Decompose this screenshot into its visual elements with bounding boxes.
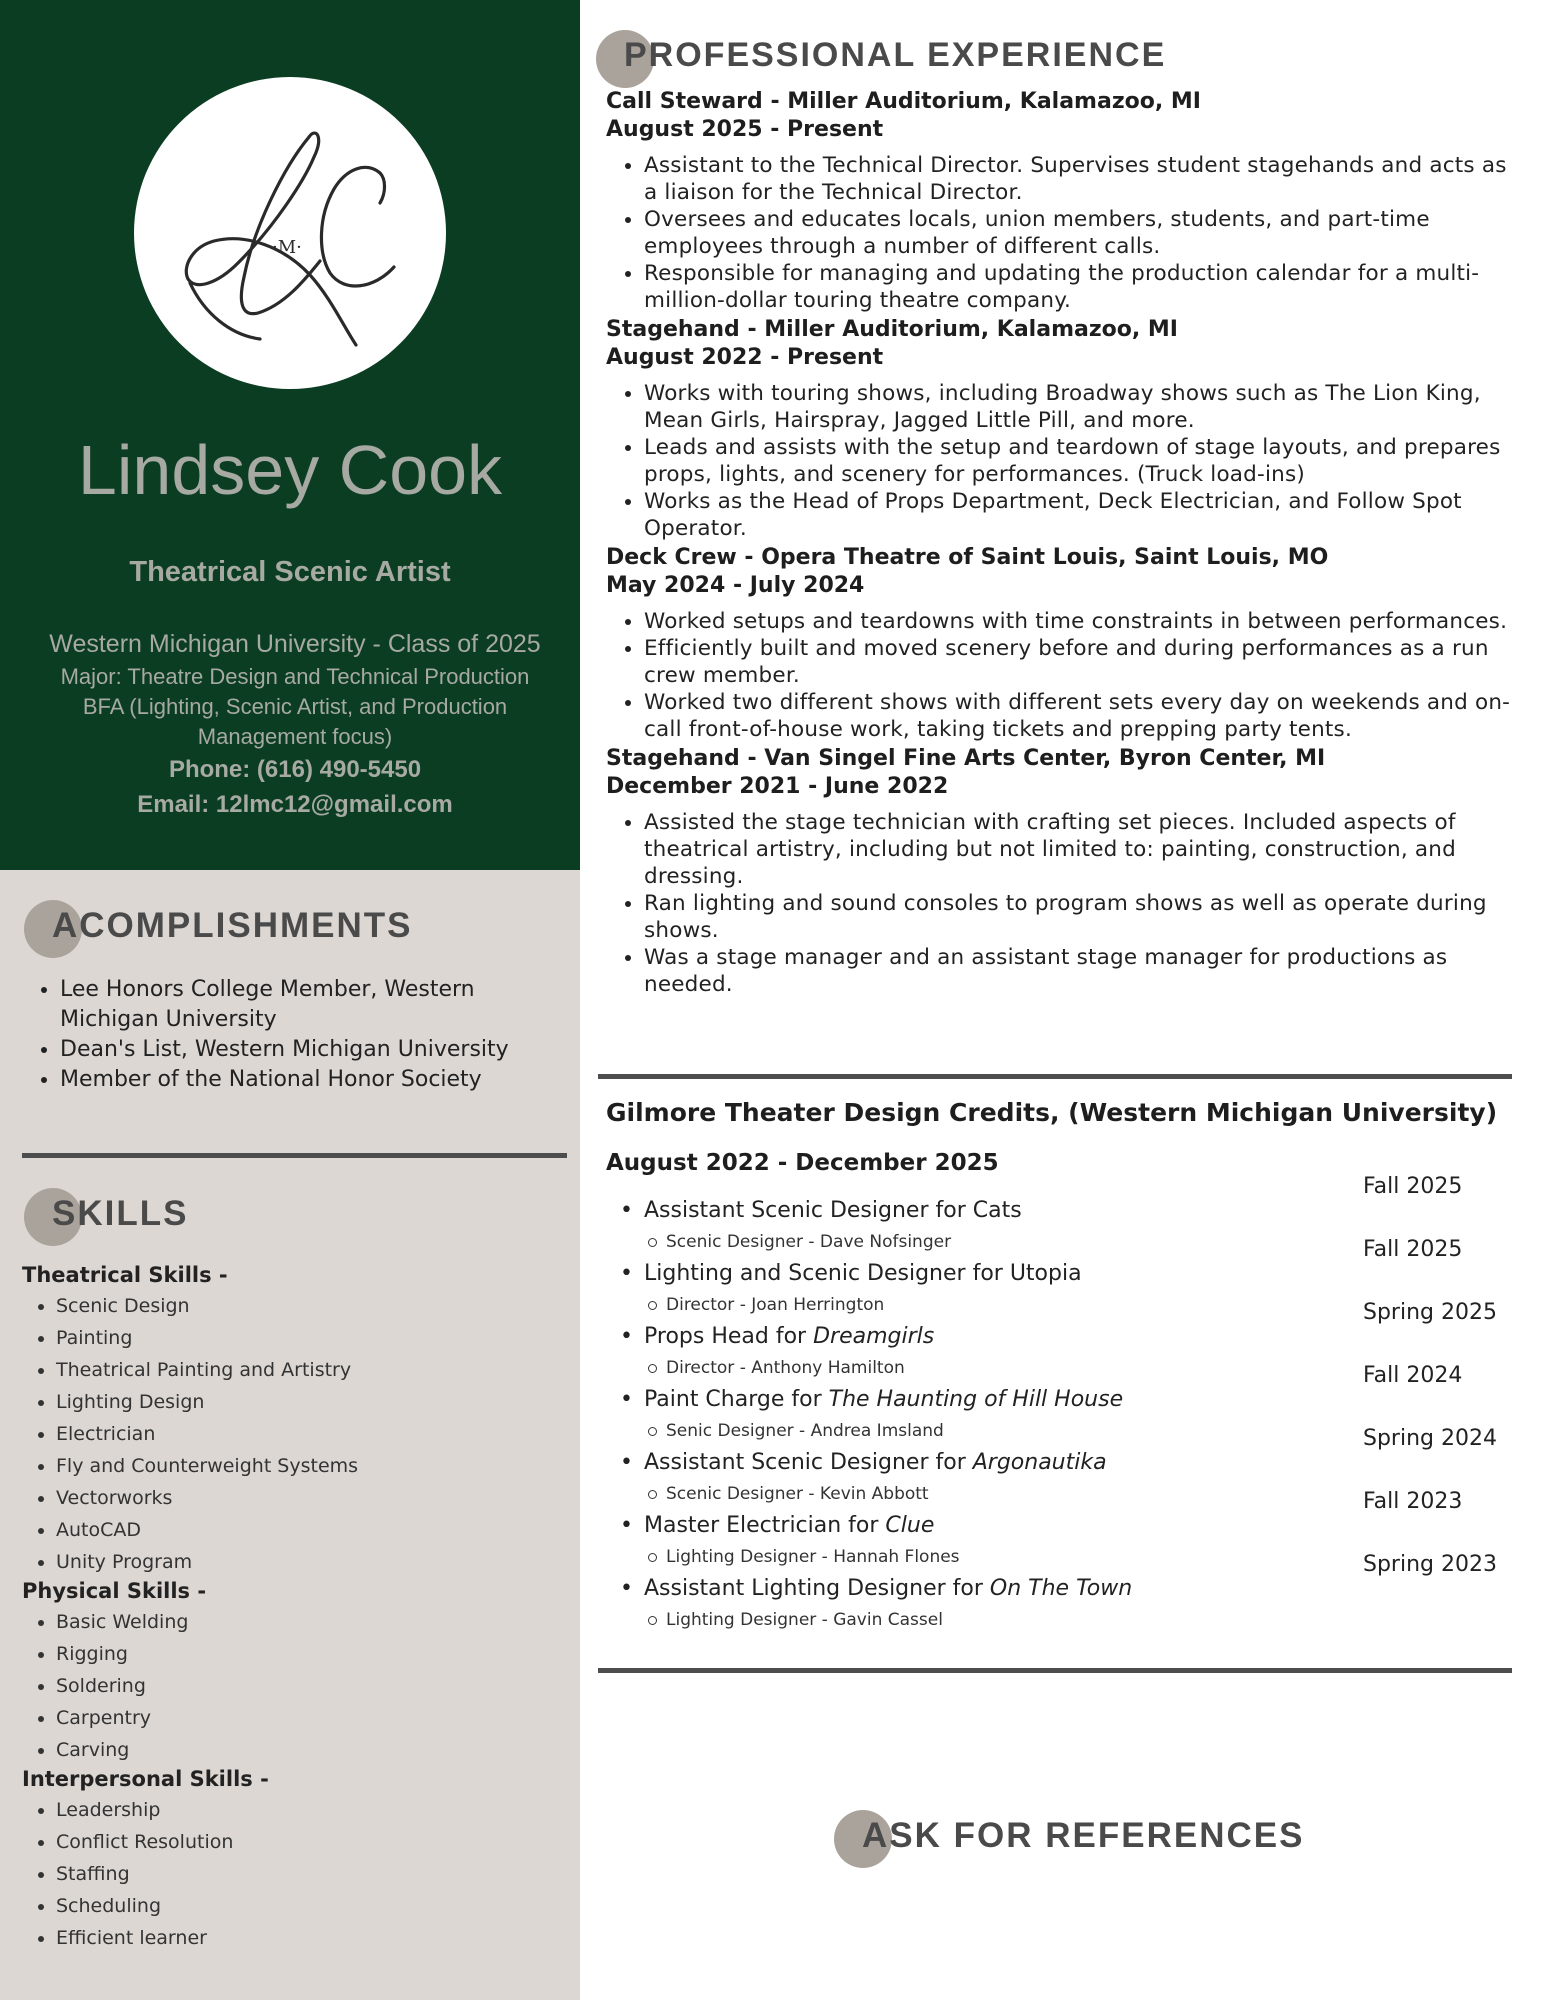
credits-dates: August 2022 - December 2025 — [606, 1150, 999, 1176]
credits-title: Gilmore Theater Design Credits, (Western Michigan University) — [606, 1098, 1498, 1127]
credit-role — [644, 1574, 1132, 1604]
skill-list — [56, 1290, 572, 1578]
job-title-line: Stagehand - Miller Auditorium, Kalamazoo, MI — [606, 317, 1178, 342]
credits-list — [606, 1174, 1516, 1637]
credit-role — [644, 1511, 934, 1541]
list-item: • Basic Welding — [56, 1606, 572, 1638]
credit-designer: Lighting Designer - Gavin Cassel — [666, 1610, 943, 1630]
job-title: Theatrical Scenic Artist — [129, 556, 451, 588]
monogram-signature-icon — [134, 77, 446, 389]
candidate-name: Lindsey Cook — [77, 431, 503, 509]
credit-term: Spring 2024 — [1363, 1426, 1497, 1451]
list-item: • Efficient learner — [56, 1922, 572, 1954]
list-item: • Soldering — [56, 1670, 572, 1702]
list-item: • Was a stage manager and an assistant stage manager for productions as needed. — [644, 944, 1516, 998]
list-item: • AutoCAD — [56, 1514, 572, 1546]
list-item: • Worked setups and teardowns with time constraints in between performances. — [644, 608, 1516, 635]
credit-role — [644, 1385, 1123, 1415]
list-item: • Dean's List, Western Michigan University — [60, 1035, 580, 1065]
list-item: • Theatrical Painting and Artistry — [56, 1354, 572, 1386]
credit-role-text: Assistant Scenic Designer for — [644, 1198, 973, 1223]
list-item: • Assistant to the Technical Director. Supervises student stagehands and acts as a liaison for the Technical Director. — [644, 152, 1516, 206]
credit-role-text: Paint Charge for — [644, 1387, 829, 1412]
credit-show: Dreamgirls — [813, 1324, 935, 1349]
skills-section — [22, 1262, 572, 1954]
list-item: • Scheduling — [56, 1890, 572, 1922]
list-item: • Assisted the stage technician with crafting set pieces. Included aspects of theatrical artistry, including but not limited to: painting, construction, and dressing. — [644, 809, 1516, 890]
list-item: • Worked two different shows with different sets every day on weekends and on-call front-of-house work, taking tickets and prepping party tents. — [644, 689, 1516, 743]
list-item: • Fly and Counterweight Systems — [56, 1450, 572, 1482]
credit-role — [644, 1322, 934, 1352]
job-title-line: Deck Crew - Opera Theatre of Saint Louis, Saint Louis, MO — [606, 545, 1329, 570]
credit-role — [644, 1259, 1082, 1289]
job-dates: August 2022 - Present — [606, 345, 884, 370]
major: Major: Theatre Design and Technical Production — [60, 664, 530, 689]
list-item: • Ran lighting and sound consoles to program shows as well as operate during shows. — [644, 890, 1516, 944]
credit-designer: Scenic Designer - Kevin Abbott — [666, 1484, 929, 1504]
job-bullets — [644, 809, 1516, 998]
job-entry — [606, 745, 1516, 998]
job-bullets — [644, 608, 1516, 743]
list-item: • Rigging — [56, 1638, 572, 1670]
list-item: • Electrician — [56, 1418, 572, 1450]
list-item: • Works as the Head of Props Department, Deck Electrician, and Follow Spot Operator. — [644, 488, 1516, 542]
credit-role-text: Assistant Lighting Designer for — [644, 1576, 990, 1601]
list-item: • Leadership — [56, 1794, 572, 1826]
accomplishments-heading: ACOMPLISHMENTS — [52, 906, 413, 946]
list-item: • Lighting Design — [56, 1386, 572, 1418]
email: Email: 12lmc12@gmail.com — [137, 791, 453, 818]
skill-list — [56, 1794, 572, 1954]
svg-text:·M·: ·M· — [272, 237, 302, 258]
credit-term: Spring 2023 — [1363, 1552, 1497, 1577]
list-item: • Conflict Resolution — [56, 1826, 572, 1858]
profile-panel — [0, 0, 580, 870]
job-entry — [606, 544, 1516, 743]
list-item: • Carving — [56, 1734, 572, 1766]
list-item: • Member of the National Honor Society — [60, 1065, 580, 1095]
divider — [22, 1153, 567, 1158]
list-item: • Lee Honors College Member, Western Michigan University — [60, 975, 580, 1035]
skill-list — [56, 1606, 572, 1766]
skills-heading: SKILLS — [52, 1194, 188, 1234]
accomplishments-list — [60, 975, 580, 1095]
list-item: • Vectorworks — [56, 1482, 572, 1514]
job-bullets — [644, 152, 1516, 314]
credit-show: The Haunting of Hill House — [828, 1387, 1124, 1412]
credit-role-text: Props Head for — [644, 1324, 814, 1349]
job-dates: December 2021 - June 2022 — [606, 774, 949, 799]
job-dates: August 2025 - Present — [606, 117, 884, 142]
skill-category-title: Physical Skills - — [22, 1579, 207, 1603]
credit-designer: Scenic Designer - Dave Nofsinger — [666, 1232, 952, 1252]
credit-term: Fall 2024 — [1363, 1363, 1463, 1388]
credit-term: Spring 2025 — [1363, 1300, 1497, 1325]
credit-designer: Lighting Designer - Hannah Flones — [666, 1547, 960, 1567]
credit-role — [644, 1196, 1022, 1226]
job-entry — [606, 88, 1516, 314]
list-item: • Scenic Design — [56, 1290, 572, 1322]
divider — [598, 1668, 1512, 1673]
credit-role-text: Lighting and Scenic Designer for — [644, 1261, 1010, 1286]
list-item: • Responsible for managing and updating the production calendar for a multi-million-dollar touring theatre company. — [644, 260, 1516, 314]
references-heading: ASK FOR REFERENCES — [862, 1816, 1304, 1856]
credit-show: Clue — [885, 1513, 935, 1538]
credit-show: Argonautika — [972, 1450, 1107, 1475]
list-item: • Carpentry — [56, 1702, 572, 1734]
credit-show: Cats — [972, 1198, 1022, 1223]
skill-category-title: Interpersonal Skills - — [22, 1767, 269, 1791]
credit-designer: Senic Designer - Andrea Imsland — [666, 1421, 944, 1441]
job-title-line: Stagehand - Van Singel Fine Arts Center, Byron Center, MI — [606, 746, 1326, 771]
credit-term: Fall 2025 — [1363, 1237, 1463, 1262]
list-item: • Painting — [56, 1322, 572, 1354]
credit-designer: Director - Joan Herrington — [666, 1295, 885, 1315]
phone: Phone: (616) 490-5450 — [168, 756, 422, 783]
credit-term: Fall 2023 — [1363, 1489, 1463, 1514]
list-item: • Oversees and educates locals, union members, students, and part-time employees through a number of different calls. — [644, 206, 1516, 260]
list-item: • Leads and assists with the setup and teardown of stage layouts, and prepares props, lights, and scenery for performances. (Truck load-ins) — [644, 434, 1516, 488]
job-bullets — [644, 380, 1516, 542]
credit-role-text: Assistant Scenic Designer for — [644, 1450, 973, 1475]
credit-role — [644, 1448, 1107, 1478]
list-item: • Staffing — [56, 1858, 572, 1890]
divider — [598, 1074, 1512, 1079]
degree-line-2: Management focus) — [197, 724, 393, 749]
degree-line-1: BFA (Lighting, Scenic Artist, and Production — [82, 694, 508, 719]
list-item: • Unity Program — [56, 1546, 572, 1578]
credit-show: Utopia — [1009, 1261, 1082, 1286]
credit-term: Fall 2025 — [1363, 1174, 1463, 1199]
job-dates: May 2024 - July 2024 — [606, 573, 865, 598]
experience-heading: PROFESSIONAL EXPERIENCE — [624, 36, 1166, 75]
credit-show: On The Town — [989, 1576, 1133, 1601]
university: Western Michigan University - Class of 2025 — [49, 630, 541, 658]
education-contact — [10, 626, 580, 822]
list-item: • Works with touring shows, including Broadway shows such as The Lion King, Mean Girls, Hairspray, Jagged Little Pill, and more. — [644, 380, 1516, 434]
job-title-line: Call Steward - Miller Auditorium, Kalamazoo, MI — [606, 89, 1201, 114]
list-item: • Efficiently built and moved scenery before and during performances as a run crew member. — [644, 635, 1516, 689]
credit-role-text: Master Electrician for — [644, 1513, 886, 1538]
skill-category-title: Theatrical Skills - — [22, 1263, 228, 1287]
job-entry — [606, 316, 1516, 542]
experience-section — [606, 88, 1516, 1000]
monogram-logo — [134, 77, 446, 389]
credit-designer: Director - Anthony Hamilton — [666, 1358, 905, 1378]
